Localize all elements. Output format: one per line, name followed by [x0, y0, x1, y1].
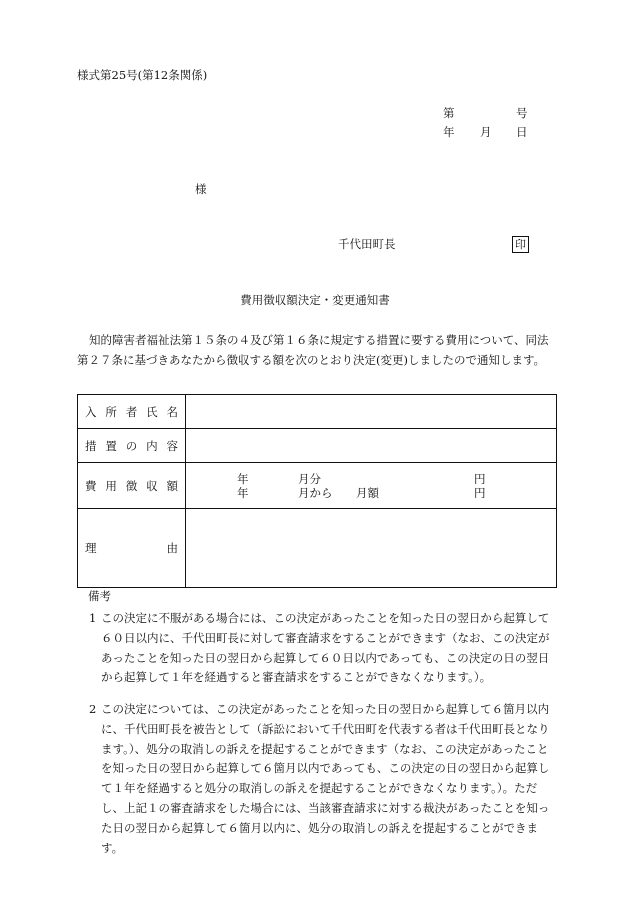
info-table [77, 394, 557, 588]
fee-yen-label: 円 [474, 471, 486, 486]
label-cell [78, 463, 186, 509]
table-row-resident-name [78, 395, 557, 429]
label-reason: 理 由 [85, 541, 178, 555]
document-number-label: 第 [443, 106, 455, 120]
table-row-reason [78, 509, 557, 588]
recipient-honorific: 様 [195, 182, 207, 196]
date-year-label: 年 [443, 125, 455, 139]
label-cell [78, 429, 186, 463]
document-title: 費用徴収額決定・変更通知書 [240, 293, 390, 307]
label-cell [78, 509, 186, 588]
label-fee-amount: 費 用 徴 収 額 [85, 478, 178, 493]
label-measure-content: 措 置 の 内 容 [85, 438, 178, 453]
note-text: この決定については、この決定があったことを知った日の翌日から起算して６箇月以内に、千代田町長を被告として（訴訟において千代田町を代表する者は千代田町長となります。）、処分の取消しの訴えを提起することができます（なお、この決定があったことを知った日の翌日から起算して６箇月以内であっても、この決定の日の翌日から起算して１年を経過すると処分の取消しの訴えを提起することができなくなります。）。ただし、上記１の審査請求をした場合には、当該審査請求に対する裁決があったことを知った日の翌日から起算して６箇月以内に、処分の取消しの訴えを提起することができます。 [101, 702, 550, 855]
fee-yen-label: 円 [474, 485, 486, 500]
note-item [77, 609, 557, 688]
document-number-suffix: 号 [516, 106, 528, 120]
note-number: 2 [89, 702, 97, 716]
seal-mark: 印 [512, 236, 529, 253]
fee-year-label: 年 [237, 471, 249, 486]
value-cell-measure-content[interactable] [186, 429, 557, 463]
label-resident-name: 入 所 者 氏 名 [85, 404, 178, 419]
fee-line-monthly [186, 486, 556, 500]
value-cell-resident-name[interactable] [186, 395, 557, 429]
fee-year-label: 年 [237, 485, 249, 500]
date-day-label: 日 [516, 125, 528, 139]
fee-month-from-label: 月から [298, 485, 333, 500]
note-text: この決定に不服がある場合には、この決定があったことを知った日の翌日から起算して６０日以内に、千代田町長に対して審査請求をすることができます（なお、この決定があったことを知った日の翌日から起算して６０日以内であっても、この決定の日の翌日から起算して１年を経過すると審査請求をすることができなくなります。）。 [101, 611, 550, 685]
label-cell [78, 395, 186, 429]
date-month-label: 月 [480, 125, 492, 139]
notes-heading: 備考 [88, 589, 111, 603]
issuer-name: 千代田町長 [338, 237, 396, 251]
note-number: 1 [89, 611, 97, 625]
note-item [77, 700, 557, 858]
form-number: 様式第25号(第12条関係) [77, 68, 208, 82]
table-row-measure-content [78, 429, 557, 463]
fee-line-period [186, 472, 556, 486]
value-cell-reason[interactable] [186, 509, 557, 588]
fee-month-label: 月分 [298, 471, 321, 486]
body-paragraph: 知的障害者福祉法第１５条の４及び第１６条に規定する措置に要する費用について、同法第２７条に基づきあなたから徴収する額を次のとおり決定(変更)しましたので通知します。 [77, 333, 549, 367]
value-cell-fee-amount[interactable] [186, 463, 557, 509]
fee-monthly-label: 月額 [356, 485, 379, 500]
table-row-fee-amount [78, 463, 557, 509]
